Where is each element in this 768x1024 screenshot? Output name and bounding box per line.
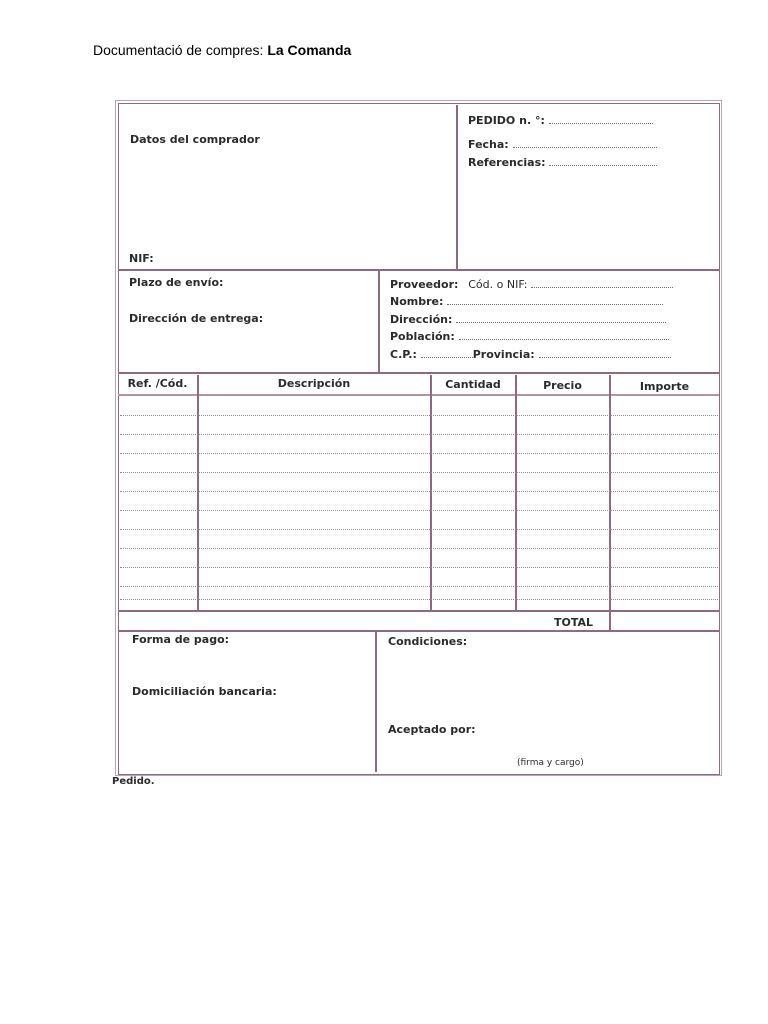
divider-payment-conditions [375,630,377,772]
supplier-city-label: Población: [390,330,455,343]
col-header-price: Precio [543,379,582,392]
supplier-name-line [447,295,663,305]
supplier-address-label: Dirección: [390,313,453,326]
supplier-name-field[interactable] [390,295,663,308]
col-header-amount: Importe [639,380,690,393]
supplier-label: Proveedor: [390,278,459,291]
document-title-prefix: Documentació de compres: [93,42,268,58]
table-row[interactable] [120,529,718,530]
supplier-address-field[interactable] [390,313,666,326]
accepted-by-label: Aceptado por: [388,723,476,736]
divider-shipping-supplier [378,269,380,373]
table-row[interactable] [120,599,718,600]
payment-method-label: Forma de pago: [132,633,230,646]
order-refs-line [549,156,657,166]
supplier-zip-label: C.P.: [390,348,417,361]
supplier-zip-line [421,348,473,358]
col-divider-1 [197,375,199,611]
table-row[interactable] [120,415,718,416]
order-refs-label: Referencias: [468,156,546,169]
supplier-province-line [539,348,671,358]
table-row[interactable] [120,586,718,587]
col-header-ref: Ref. /Cód. [127,377,188,390]
divider-section-2 [118,372,719,374]
supplier-address-line [456,313,666,323]
bank-label: Domiciliación bancaria: [132,685,277,698]
table-row[interactable] [120,567,718,568]
table-row[interactable] [120,510,718,511]
supplier-code-line [531,278,673,288]
order-date-line [513,138,657,148]
shipping-term-label: Plazo de envío: [129,276,224,289]
divider-buyer-order [456,105,458,269]
order-number-field[interactable] [468,114,653,127]
col-divider-2 [430,375,432,611]
table-row[interactable] [120,548,718,549]
document-title [93,42,351,58]
nif-label: NIF: [129,252,154,265]
total-row-bottom [118,630,719,632]
supplier-city-line [459,330,669,340]
order-date-label: Fecha: [468,138,509,151]
total-label: TOTAL [554,616,594,629]
header-underline [118,394,719,396]
supplier-province-label: Provincia: [472,348,535,361]
col-header-quantity: Cantidad [445,378,501,391]
col-divider-3 [515,375,517,611]
purchase-order-form [115,100,725,776]
delivery-address-label: Dirección de entrega: [129,312,264,325]
supplier-code-label: Cód. o NIF: [468,278,528,291]
form-inner-border [118,103,720,775]
signature-hint: (firma y cargo) [517,758,584,768]
table-row[interactable] [120,472,718,473]
table-row[interactable] [120,491,718,492]
total-row-top [118,610,719,612]
divider-section-1 [118,269,719,271]
table-row[interactable] [120,434,718,435]
table-row[interactable] [120,453,718,454]
conditions-label: Condiciones: [388,635,468,648]
order-number-line [549,114,653,124]
col-divider-4 [609,375,611,631]
order-refs-field[interactable] [468,156,657,169]
buyer-label: Datos del comprador [130,133,260,146]
col-header-description: Descripción [277,377,351,390]
supplier-name-label: Nombre: [390,295,444,308]
document-title-name: La Comanda [267,42,352,58]
supplier-city-field[interactable] [390,330,669,343]
order-date-field[interactable] [468,138,657,151]
supplier-code-field[interactable] [390,278,673,291]
caption: Pedido. [112,776,155,787]
order-number-label: PEDIDO n. °: [468,114,545,127]
supplier-zip-field[interactable] [390,348,671,361]
